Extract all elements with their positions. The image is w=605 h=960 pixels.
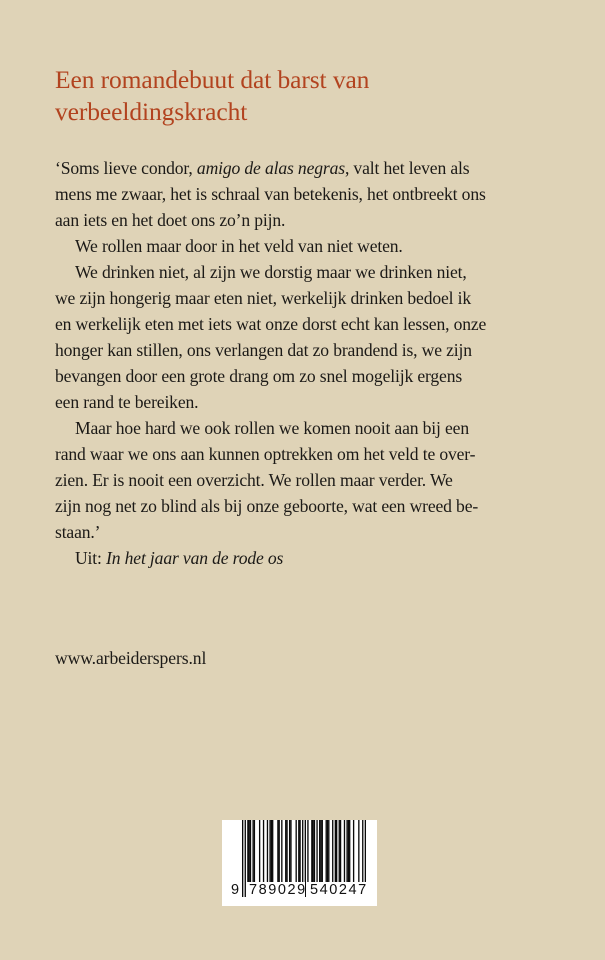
excerpt-text-run: mens me zwaar, het is schraal van betekenis, het ontbreekt ons [55,184,486,204]
excerpt-text-run: We rollen maar door in het veld van niet weten. [75,236,403,256]
excerpt-line [55,337,486,363]
isbn-barcode [222,820,377,906]
excerpt-line [55,389,486,415]
excerpt-line [55,441,486,467]
excerpt-text-run: en werkelijk eten met iets wat onze dorst echt kan lessen, onze [55,314,487,334]
excerpt-line [55,259,486,285]
excerpt-text-run: ‘Soms lieve condor, [55,158,197,178]
excerpt-line [55,467,486,493]
excerpt-text-run: Maar hoe hard we ook rollen we komen nooit aan bij een [75,418,469,438]
excerpt-text-run: We drinken niet, al zijn we dorstig maar we drinken niet, [75,262,467,282]
excerpt-text [55,155,486,571]
excerpt-text-run: een rand te bereiken. [55,392,199,412]
excerpt-line [55,285,486,311]
excerpt-source [55,545,486,571]
excerpt-line [55,155,486,181]
excerpt-line [55,415,486,441]
excerpt-text-run: rand waar we ons aan kunnen optrekken om het veld te over- [55,444,476,464]
excerpt-line [55,493,486,519]
isbn-first-digit: 9 [231,882,240,898]
excerpt-text-run: we zijn hongerig maar eten niet, werkelijk drinken bedoel ik [55,288,472,308]
excerpt-text-run: staan.’ [55,522,101,542]
source-prefix: Uit: [75,548,107,568]
isbn-right-group: 540247 [310,882,368,898]
cover-heading [55,64,369,128]
publisher-url[interactable]: www.arbeiderspers.nl [55,648,207,668]
excerpt-text-run: honger kan stillen, ons verlangen dat zo brandend is, we zijn [55,340,472,360]
excerpt-line [55,233,486,259]
excerpt-text-run: zien. Er is nooit een overzicht. We rollen maar verder. We [55,470,453,490]
excerpt-text-run: , valt het leven als [344,158,470,178]
isbn-digits [222,882,377,900]
excerpt-line [55,519,486,545]
excerpt-line [55,207,486,233]
excerpt-text-run: zijn nog net zo blind als bij onze geboorte, wat een wreed be- [55,496,479,516]
isbn-left-group: 789029 [249,882,307,898]
excerpt-text-run: bevangen door een grote drang om zo snel mogelijk ergens [55,366,463,386]
excerpt-line [55,181,486,207]
excerpt-line [55,363,486,389]
source-book-title: In het jaar van de rode os [106,548,284,568]
heading-line-1: Een romandebuut dat barst van [55,65,370,94]
excerpt-italic-phrase: amigo de alas negras [196,158,345,178]
excerpt-line [55,311,486,337]
excerpt-text-run: aan iets en het doet ons zo’n pijn. [55,210,286,230]
heading-line-2: verbeeldingskracht [55,97,248,126]
